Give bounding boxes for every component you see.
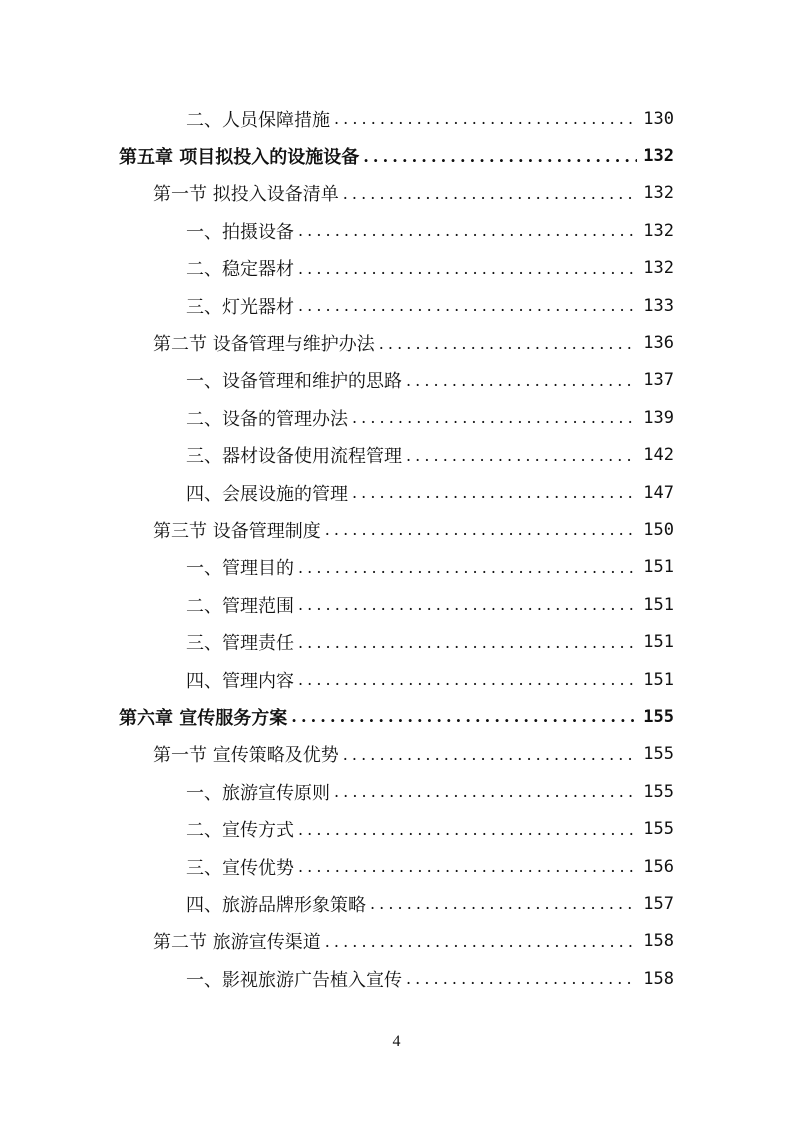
toc-entry[interactable] [0,960,793,997]
toc-entry-page: 130 [643,108,674,129]
dot-leader [334,109,637,128]
toc-entry-title: 第五章 项目拟投入的设施设备 [119,147,360,169]
dot-leader [298,221,637,240]
toc-entry-page: 150 [643,519,674,540]
toc-entry-title: 四、会展设施的管理 [186,483,348,505]
toc-entry-page: 151 [643,632,674,653]
toc-entry-title: 一、影视旅游广告植入宣传 [186,969,402,991]
toc-entry[interactable] [0,287,793,324]
toc-entry-page: 155 [643,781,674,802]
toc-entry-title: 三、管理责任 [186,633,294,655]
toc-entry[interactable] [0,586,793,623]
toc-entry[interactable] [0,100,793,137]
toc-entry[interactable] [0,549,793,586]
dot-leader [298,595,637,614]
dot-leader [379,334,638,353]
toc-entry-title: 二、稳定器材 [186,259,294,281]
toc-entry[interactable] [0,848,793,885]
toc-entry-page: 136 [643,333,674,354]
toc-entry-title: 二、人员保障措施 [186,109,330,131]
toc-entry-title: 三、宣传优势 [186,857,294,879]
toc-section-entry[interactable] [0,511,793,548]
toc-entry-title: 四、旅游品牌形象策略 [186,894,366,916]
dot-leader [298,633,637,652]
toc-entry-title: 一、拍摄设备 [186,221,294,243]
dot-leader [370,894,637,913]
toc-entry-title: 二、管理范围 [186,595,294,617]
table-of-contents [0,100,793,997]
dot-leader [352,408,637,427]
toc-entry-title: 一、旅游宣传原则 [186,782,330,804]
toc-section-entry[interactable] [0,175,793,212]
toc-entry-page: 158 [643,931,674,952]
toc-entry-page: 147 [643,482,674,503]
toc-entry[interactable] [0,661,793,698]
toc-entry[interactable] [0,362,793,399]
toc-entry-title: 一、设备管理和维护的思路 [186,371,402,393]
toc-entry-page: 142 [643,445,674,466]
toc-entry[interactable] [0,623,793,660]
toc-entry-title: 第二节 旅游宣传渠道 [153,932,321,954]
toc-entry[interactable] [0,250,793,287]
toc-entry-title: 第六章 宣传服务方案 [119,707,288,729]
toc-entry-title: 第三节 设备管理制度 [153,520,321,542]
toc-entry-title: 四、管理内容 [186,670,294,692]
dot-leader [334,782,637,801]
toc-entry-page: 133 [643,295,674,316]
dot-leader [343,184,638,203]
dot-leader [298,670,637,689]
toc-chapter-entry[interactable] [0,698,793,735]
dot-leader [298,857,637,876]
toc-entry-page: 137 [643,370,674,391]
dot-leader [325,520,638,539]
toc-section-entry[interactable] [0,923,793,960]
dot-leader [363,147,637,166]
toc-entry-page: 132 [643,183,674,204]
toc-entry-title: 一、管理目的 [186,558,294,580]
toc-entry-title: 第一节 宣传策略及优势 [153,745,339,767]
toc-entry-title: 第二节 设备管理与维护办法 [153,334,375,356]
toc-entry-page: 158 [643,968,674,989]
toc-entry-page: 132 [643,146,674,167]
toc-entry-page: 157 [643,893,674,914]
dot-leader [298,296,637,315]
dot-leader [406,371,637,390]
toc-entry-page: 139 [643,407,674,428]
dot-leader [352,483,637,502]
toc-entry[interactable] [0,885,793,922]
dot-leader [291,707,637,726]
dot-leader [406,446,637,465]
dot-leader [325,932,638,951]
toc-entry-title: 三、器材设备使用流程管理 [186,446,402,468]
toc-entry[interactable] [0,212,793,249]
toc-entry-page: 155 [643,706,674,727]
toc-entry[interactable] [0,399,793,436]
toc-entry-title: 二、宣传方式 [186,820,294,842]
toc-entry-page: 151 [643,557,674,578]
toc-entry[interactable] [0,437,793,474]
toc-entry[interactable] [0,773,793,810]
toc-entry-page: 132 [643,258,674,279]
toc-entry-title: 第一节 拟投入设备清单 [153,184,339,206]
dot-leader [298,820,637,839]
toc-section-entry[interactable] [0,324,793,361]
dot-leader [343,745,638,764]
toc-entry[interactable] [0,474,793,511]
toc-entry-page: 155 [643,819,674,840]
toc-entry-title: 二、设备的管理办法 [186,408,348,430]
dot-leader [406,969,637,988]
toc-chapter-entry[interactable] [0,137,793,174]
page-number: 4 [392,1033,401,1050]
dot-leader [298,558,637,577]
toc-section-entry[interactable] [0,736,793,773]
dot-leader [298,259,637,278]
toc-entry[interactable] [0,810,793,847]
toc-entry-page: 155 [643,744,674,765]
toc-entry-page: 156 [643,856,674,877]
toc-entry-page: 151 [643,594,674,615]
toc-entry-page: 132 [643,220,674,241]
toc-entry-page: 151 [643,669,674,690]
toc-entry-title: 三、灯光器材 [186,296,294,318]
